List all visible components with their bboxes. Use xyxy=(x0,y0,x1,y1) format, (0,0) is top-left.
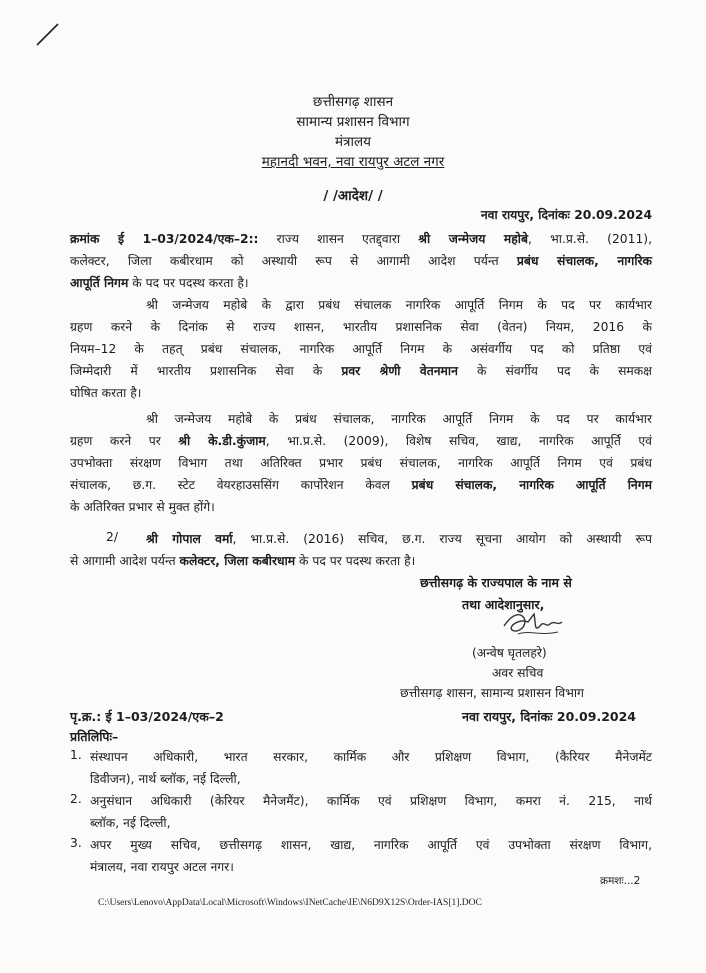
copy-item-line: ब्लॉक, नई दिल्ली, xyxy=(90,816,171,830)
order-title: / /आदेश/ / xyxy=(323,188,383,204)
order-number: क्रमांक ई 1–03/2024/एक–2:: xyxy=(70,232,259,246)
para3-line3: उपभोक्ता संरक्षण विभाग तथा अतिरिक्त प्रभार प्रबंध संचालक, नागरिक आपूर्ति निगम एवं प्रबंध xyxy=(70,456,652,470)
para3-line1: श्री जन्मेजय महोबे के प्रबंध संचालक, नागरिक आपूर्ति निगम के पद पर कार्यभार xyxy=(146,412,652,426)
para2-line1: श्री जन्मेजय महोबे के द्वारा प्रबंध संचालक नागरिक आपूर्ति निगम के पद पर कार्यभार xyxy=(146,298,652,312)
governor-line1: छत्तीसगढ़ के राज्यपाल के नाम से xyxy=(420,575,572,590)
signatory-designation: अवर सचिव xyxy=(492,666,544,680)
copy-item-line: अपर मुख्य सचिव, छत्तीसगढ़ शासन, खाद्य, नागरिक आपूर्ति एवं उपभोक्ता संरक्षण विभाग, xyxy=(90,838,652,852)
copy-item-number: 3. xyxy=(70,836,82,850)
para4-line2: से आगामी आदेश पर्यन्त कलेक्टर, जिला कबीरधाम के पद पर पदस्थ करता है। xyxy=(70,554,416,568)
copy-item-line: संस्थापन अधिकारी, भारत सरकार, कार्मिक और प्रशिक्षण विभाग, (कैरियर मैनेजमेंट xyxy=(90,750,652,764)
signatory-name: (अन्वेष घृतलहरे) xyxy=(472,646,547,660)
governor-line2: तथा आदेशानुसार, xyxy=(462,597,545,612)
handwritten-signature xyxy=(498,604,568,644)
para1-line3: आपूर्ति निगम के पद पर पदस्थ करता है। xyxy=(70,276,249,290)
endorsement-date: नवा रायपुर, दिनांकः 20.09.2024 xyxy=(462,709,636,724)
signatory-department: छत्तीसगढ़ शासन, सामान्य प्रशासन विभाग xyxy=(400,686,584,700)
copy-item-line: डिवीजन), नार्थ ब्लॉक, नई दिल्ली, xyxy=(90,772,241,786)
file-path-footer: C:\Users\Lenovo\AppData\Local\Microsoft\Windows\INetCache\IE\N6D9X12S\Order-IAS[1].DOC xyxy=(98,898,482,908)
endorsement-number: पृ.क्र.: ई 1–03/2024/एक–2 xyxy=(70,709,224,724)
para3-line2: ग्रहण करने पर श्री के.डी.कुंजाम, भा.प्र.से. (2009), विशेष सचिव, खाद्य, नागरिक आपूर्ति एवं xyxy=(70,434,653,448)
header-government: छत्तीसगढ़ शासन xyxy=(312,94,394,110)
page-continuation: क्रमशः...2 xyxy=(600,875,641,887)
para2-line5: घोषित करता है। xyxy=(70,386,142,400)
copy-label: प्रतिलिपिः– xyxy=(70,729,119,744)
copy-item-number: 1. xyxy=(70,748,82,762)
officer-name-1: श्री जन्मेजय महोबे xyxy=(418,232,529,246)
officer-name-2: श्री के.डी.कुंजाम xyxy=(178,434,266,448)
pen-stroke-mark xyxy=(34,20,62,48)
header-ministry: मंत्रालय xyxy=(334,134,371,150)
header-department: सामान्य प्रशासन विभाग xyxy=(296,114,410,130)
copy-item-number: 2. xyxy=(70,792,82,806)
copy-item-line: अनुसंधान अधिकारी (केरियर मैनेजमैंट), कार्मिक एवं प्रशिक्षण विभाग, कमरा नं. 215, नार्थ xyxy=(90,794,652,808)
para2-line2: ग्रहण करने के दिनांक से राज्य शासन, भारतीय प्रशासनिक सेवा (वेतन) नियम, 2016 के xyxy=(70,320,652,334)
order-date: नवा रायपुर, दिनांकः 20.09.2024 xyxy=(480,208,652,222)
copy-item-line: मंत्रालय, नवा रायपुर अटल नगर। xyxy=(90,860,234,874)
para1-line2: कलेक्टर, जिला कबीरधाम को अस्थायी रूप से आगामी आदेश पर्यन्त प्रबंध संचालक, नागरिक xyxy=(70,254,652,268)
para2-line4: जिम्मेदारी में भारतीय प्रशासनिक सेवा के प्रवर श्रेणी वेतनमान के संवर्गीय पद के समकक्ष xyxy=(70,364,653,378)
para3-line4: संचालक, छ.ग. स्टेट वेयरहाउससिंग कार्पोरेशन केवल प्रबंध संचालक, नागरिक आपूर्ति निगम xyxy=(70,478,652,492)
para4-line1: श्री गोपाल वर्मा, भा.प्र.से. (2016) सचिव, छ.ग. राज्य सूचना आयोग को अस्थायी रूप xyxy=(146,532,652,546)
para2-line3: नियम–12 के तहत् प्रबंध संचालक, नागरिक आपूर्ति निगम के असंवर्गीय पद को प्रतिष्ठा एवं xyxy=(70,342,652,356)
para1-line1: क्रमांक ई 1–03/2024/एक–2:: राज्य शासन एतद्द्वारा श्री जन्मेजय महोबे, भा.प्र.से. (2011), xyxy=(70,232,652,246)
para3-line5: के अतिरिक्त प्रभार से मुक्त होंगे। xyxy=(70,500,215,514)
header-address: महानदी भवन, नवा रायपुर अटल नगर xyxy=(261,154,445,170)
para4-number: 2/ xyxy=(106,530,118,544)
officer-name-3: श्री गोपाल वर्मा xyxy=(146,532,233,546)
